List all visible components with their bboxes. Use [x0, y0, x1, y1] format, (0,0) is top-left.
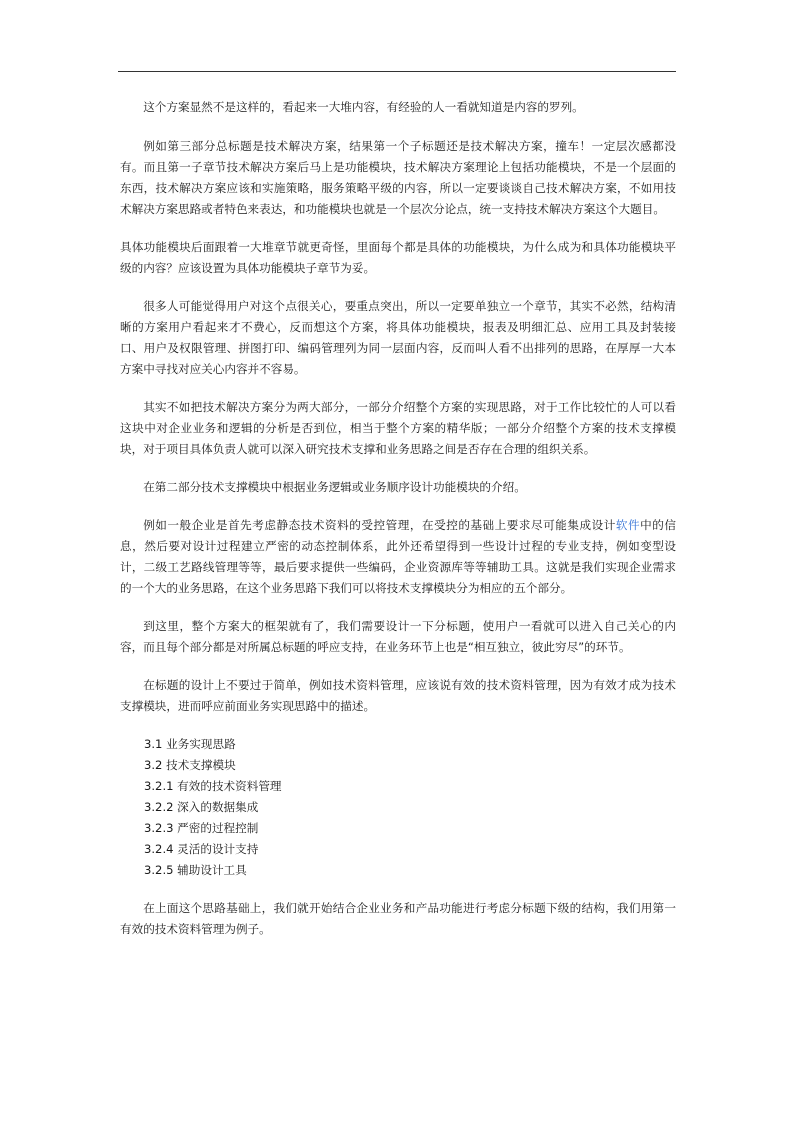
- outline-item: 3.2.1 有效的技术资料管理: [144, 779, 282, 793]
- outline-item: 3.2.3 严密的过程控制: [144, 821, 259, 835]
- paragraph-1: 这个方案显然不是这样的，看起来一大堆内容，有经验的人一看就知道是内容的罗列。: [143, 100, 584, 114]
- paragraph-7: [120, 515, 676, 599]
- outline-item: 3.1 业务实现思路: [144, 737, 236, 751]
- outline-item: 3.2.2 深入的数据集成: [144, 800, 259, 814]
- paragraph-4: 很多人可能觉得用户对这个点很关心，要重点突出，所以一定要单独立一个章节，其实不必然，结构清晰的方案用户看起来才不费心，反而想这个方案，将具体功能模块，报表及明细汇总、应用工具及封装接口、用户及权限管理、拼图打印、编码管理列为同一层面内容，反而叫人看不出排列的思路，在厚厚一大本方案中寻找对应关心内容并不容易。: [120, 299, 676, 376]
- paragraph-3: 具体功能模块后面跟着一大堆章节就更奇怪，里面每个都是具体的功能模块，为什么成为和具体功能模块平级的内容？应该设置为具体功能模块子章节为妥。: [120, 240, 676, 275]
- outline-item: 3.2 技术支撑模块: [144, 758, 236, 772]
- paragraph-7-text-b: 中的信息，然后要对设计过程建立严密的动态控制体系，此外还希望得到一些设计过程的专业支持，例如变型设计，二级工艺路线管理等等，最后要求提供一些编码，企业资源库等等辅助工具。这就是我们实现企业需求的一个大的业务思路，在这个业务思路下我们可以将技术支撑模块分为相应的五个部分。: [120, 518, 676, 595]
- paragraph-6: 在第二部分技术支撑模块中根据业务逻辑或业务顺序设计功能模块的介绍。: [143, 480, 526, 494]
- header-rule: [118, 71, 676, 72]
- outline-list: [144, 734, 676, 881]
- paragraph-10: 在上面这个思路基础上，我们就开始结合企业业务和产品功能进行考虑分标题下级的结构，我们用第一有效的技术资料管理为例子。: [120, 901, 676, 936]
- paragraph-5: 其实不如把技术解决方案分为两大部分，一部分介绍整个方案的实现思路，对于工作比较忙的人可以看这块中对企业业务和逻辑的分析是否到位，相当于整个方案的精华版；一部分介绍整个方案的技术支撑模块，对于项目具体负责人就可以深入研究技术支撑和业务思路之间是否存在合理的组织关系。: [120, 400, 676, 456]
- paragraph-2: 例如第三部分总标题是技术解决方案，结果第一个子标题还是技术解决方案，撞车！一定层次感都没有。而且第一子章节技术解决方案后马上是功能模块，技术解决方案理论上包括功能模块，不是一个层面的东西，技术解决方案应该和实施策略，服务策略平级的内容，所以一定要谈谈自己技术解决方案，不如用技术解决方案思路或者特色来表达，和功能模块也就是一个层次分论点，统一支持技术解决方案这个大题目。: [120, 139, 676, 216]
- paragraph-10-clip: [120, 898, 676, 936]
- document-body: [120, 97, 676, 936]
- paragraph-8: 到这里，整个方案大的框架就有了，我们需要设计一下分标题，使用户一看就可以进入自己关心的内容，而且每个部分都是对所属总标题的呼应支持，在业务环节上也是“相互独立，彼此穷尽”的环节。: [120, 619, 676, 654]
- outline-item: 3.2.5 辅助设计工具: [144, 863, 247, 877]
- paragraph-9: 在标题的设计上不要过于简单，例如技术资料管理，应该说有效的技术资料管理，因为有效才成为技术支撑模块，进而呼应前面业务实现思路中的描述。: [120, 678, 676, 713]
- outline-item: 3.2.4 灵活的设计支持: [144, 842, 259, 856]
- paragraph-7-text-a: 例如一般企业是首先考虑静态技术资料的受控管理，在受控的基础上要求尽可能集成设计: [143, 518, 616, 532]
- software-link[interactable]: 软件: [615, 518, 641, 532]
